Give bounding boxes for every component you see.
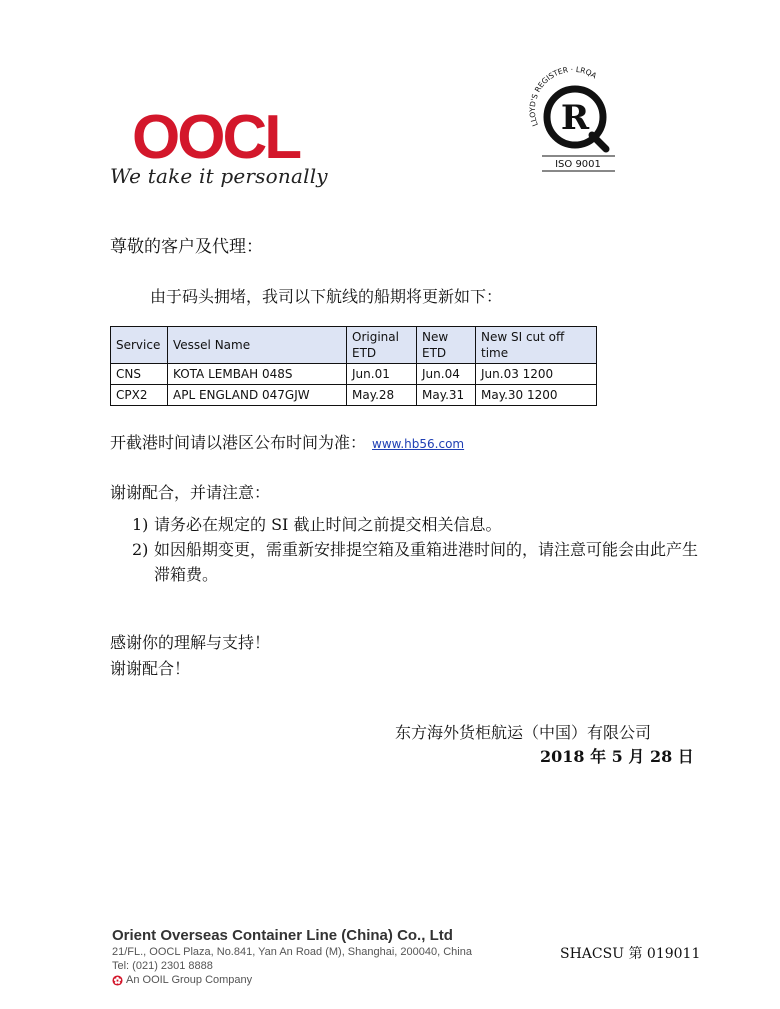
greeting: 尊敬的客户及代理： bbox=[110, 237, 263, 257]
table-cell: Jun.04 bbox=[417, 364, 476, 385]
list-item-text: 如因船期变更，需重新安排提空箱及重箱进港时间的，请注意可能会由此产生滞箱费。 bbox=[154, 540, 699, 584]
footer-address: 21/FL., OOCL Plaza, No.841, Yan An Road (M), Shanghai, 200040, China bbox=[112, 946, 472, 958]
col-header: Service bbox=[111, 327, 168, 364]
cutoff-text: 开截港时间请以港区公布时间为准： bbox=[110, 433, 367, 452]
thanks-line: 感谢你的理解与支持！ bbox=[110, 633, 271, 652]
table-cell: May.31 bbox=[417, 385, 476, 406]
table-cell: Jun.03 1200 bbox=[476, 364, 597, 385]
seal-ring-text: LLOYD'S REGISTER · LRQA bbox=[527, 64, 599, 128]
reference-number: SHACSU 第 019011 bbox=[560, 946, 701, 962]
seal-letter: R bbox=[560, 98, 590, 138]
notice-title: 谢谢配合，并请注意： bbox=[110, 483, 271, 502]
col-header: Original ETD bbox=[347, 327, 417, 364]
table-cell: CNS bbox=[111, 364, 168, 385]
table-header-row bbox=[111, 327, 597, 364]
oocl-logo bbox=[132, 108, 302, 166]
seal-tail bbox=[592, 135, 606, 149]
footer-company: Orient Overseas Container Line (China) Co., Ltd bbox=[112, 927, 453, 944]
oocl-logo-text: OOCL bbox=[132, 108, 300, 166]
intro-text: 由于码头拥堵，我司以下航线的船期将更新如下： bbox=[150, 287, 503, 306]
lloyds-register-seal bbox=[520, 55, 620, 175]
footer-group: An OOIL Group Company bbox=[126, 974, 253, 986]
col-header: Vessel Name bbox=[168, 327, 347, 364]
table-cell: APL ENGLAND 047GJW bbox=[168, 385, 347, 406]
table-row bbox=[111, 385, 597, 406]
list-item bbox=[132, 537, 712, 587]
col-header: New ETD bbox=[417, 327, 476, 364]
cutoff-note bbox=[110, 430, 464, 453]
table-cell: KOTA LEMBAH 048S bbox=[168, 364, 347, 385]
table-cell: Jun.01 bbox=[347, 364, 417, 385]
table-cell: May.30 1200 bbox=[476, 385, 597, 406]
tagline: We take it personally bbox=[110, 164, 328, 188]
table-cell: May.28 bbox=[347, 385, 417, 406]
schedule-table bbox=[110, 326, 597, 406]
notes-list bbox=[132, 512, 712, 587]
table-row bbox=[111, 364, 597, 385]
list-item bbox=[132, 512, 712, 537]
letter-date: 2018 年 5 月 28 日 bbox=[540, 747, 694, 766]
cutoff-link[interactable]: www.hb56.com bbox=[372, 437, 465, 451]
thanks-line: 谢谢配合！ bbox=[110, 659, 191, 678]
list-item-number: 2) bbox=[132, 540, 149, 559]
list-item-text: 请务必在规定的 SI 截止时间之前提交相关信息。 bbox=[154, 515, 502, 534]
list-item-number: 1) bbox=[132, 515, 149, 534]
seal-cert: ISO 9001 bbox=[555, 159, 601, 170]
col-header: New SI cut off time bbox=[476, 327, 597, 364]
company-signature: 东方海外货柜航运（中国）有限公司 bbox=[395, 723, 652, 742]
table-cell: CPX2 bbox=[111, 385, 168, 406]
footer-tel: Tel: (021) 2301 8888 bbox=[112, 960, 213, 972]
